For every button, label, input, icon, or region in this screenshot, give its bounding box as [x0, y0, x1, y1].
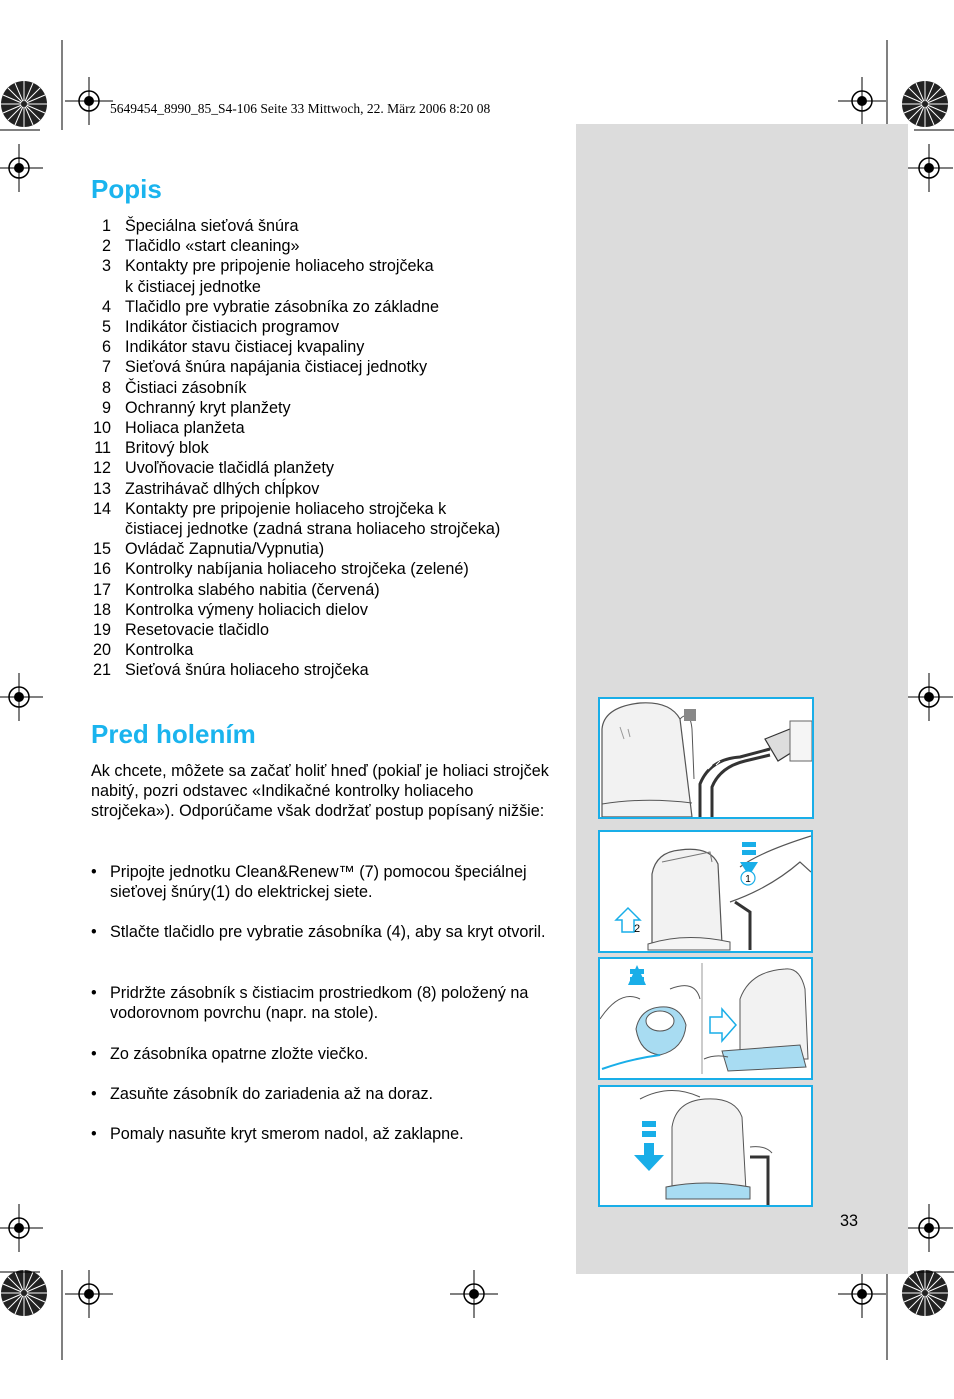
list-item: [90, 600, 570, 620]
bullet-dot: •: [91, 1085, 97, 1103]
list-item: [90, 398, 570, 418]
list-item: [90, 519, 570, 539]
list-item-number: 8: [101, 378, 111, 397]
list-item: [90, 438, 570, 458]
list-item-text: k čistiacej jednotke: [125, 277, 261, 296]
illustration-plug-in: [600, 699, 812, 817]
list-item-text: Kontakty pre pripojenie holiaceho strojčeka: [125, 257, 434, 276]
list-item-text: Zastrihávač dlhých chĺpkov: [125, 479, 320, 498]
list-item: [90, 499, 570, 519]
figure-callout-1: 1: [745, 874, 751, 885]
list-item-number: 12: [92, 459, 111, 478]
bullet-dot: •: [91, 923, 97, 941]
list-item-text: Tlačidlo pre vybratie zásobníka zo základne: [125, 297, 440, 316]
section-title-popis: Popis: [91, 174, 162, 204]
bullet-text: Zasuňte zásobník do zariadenia až na doraz.: [110, 1085, 434, 1103]
bullet-item: [91, 983, 561, 1023]
list-item-number: 2: [101, 237, 111, 256]
list-item-text: Ovládač Zapnutia/Vypnutia): [125, 540, 325, 559]
list-item-number: 10: [92, 419, 111, 438]
bullet-dot: •: [91, 1125, 97, 1143]
list-item: [90, 297, 570, 317]
list-item-number: 19: [92, 621, 111, 640]
figure-open-cover: [598, 830, 813, 953]
list-item-number: 20: [92, 641, 111, 660]
list-item-number: 18: [92, 600, 111, 619]
list-item-number: 15: [92, 540, 111, 559]
figure-cartridge: [598, 957, 813, 1080]
list-item-text: Sieťová šnúra holiaceho strojčeka: [125, 661, 369, 680]
list-item-number: 9: [101, 398, 111, 417]
list-item-number: 4: [101, 297, 111, 316]
bullet-dot: •: [91, 863, 97, 881]
list-item-text: Ochranný kryt planžety: [125, 398, 291, 417]
bullet-dot: •: [91, 984, 97, 1002]
list-item: [90, 660, 570, 680]
list-item-number: 5: [101, 318, 111, 337]
list-item: [90, 640, 570, 660]
list-item-text: Holiaca planžeta: [125, 419, 245, 438]
list-item-number: 17: [92, 580, 111, 599]
list-item-text: Indikátor čistiacich programov: [125, 318, 340, 337]
list-item-number: [90, 277, 111, 297]
list-item-number: 3: [101, 257, 111, 276]
list-item-text: Kontrolky nabíjania holiaceho strojčeka (zelené): [125, 560, 469, 579]
list-item-number: 14: [92, 499, 111, 518]
list-item-number: 11: [94, 439, 111, 458]
list-item-text: Kontakty pre pripojenie holiaceho strojčeka k: [125, 499, 447, 518]
list-item-text: Sieťová šnúra napájania čistiacej jednotky: [125, 358, 428, 377]
list-item-number: 6: [101, 338, 111, 357]
list-item-text: Špeciálna sieťová šnúra: [125, 217, 299, 235]
list-item: [90, 378, 570, 398]
list-item: [90, 216, 570, 236]
print-header-line: 5649454_8990_85_S4-106 Seite 33 Mittwoch, 22. März 2006 8:20 08: [110, 101, 491, 116]
bullet-text: Pomaly nasuňte kryt smerom nadol, až zaklapne.: [110, 1125, 464, 1143]
illustration-cartridge: [600, 959, 811, 1078]
list-item-text: Kontrolka slabého nabitia (červená): [125, 580, 380, 599]
illustration-close-cover: [600, 1087, 811, 1205]
list-item: [90, 580, 570, 600]
bullet-text: Pridržte zásobník s čistiacim prostriedkom (8) položený na vodorovnom povrchu (napr. na stole).: [110, 984, 529, 1023]
bullet-item: [91, 1084, 561, 1104]
list-item: [90, 479, 570, 499]
bullet-item: [91, 1044, 561, 1064]
bullet-item: [91, 1124, 561, 1144]
list-item: [90, 539, 570, 559]
list-item-number: 13: [92, 479, 111, 498]
figure-close-cover: [598, 1085, 813, 1207]
bullet-item: [91, 862, 561, 902]
list-item: [90, 337, 570, 357]
bullet-text: Zo zásobníka opatrne zložte viečko.: [110, 1045, 369, 1063]
list-item-number: [90, 519, 111, 539]
list-item: [90, 317, 570, 337]
list-item: [90, 256, 570, 276]
illustration-open-cover: [600, 832, 811, 951]
figure-plug-in: [598, 697, 814, 819]
list-item-text: Britový blok: [125, 439, 209, 458]
bullet-text: Pripojte jednotku Clean&Renew™ (7) pomocou špeciálnej sieťovej šnúry(1) do elektrickej siete.: [110, 863, 527, 902]
intro-paragraph: Ak chcete, môžete sa začať holiť hneď (pokiaľ je holiaci strojček nabitý, pozri odstavec «Indikačné kontrolky holiaceho strojčeka»). Odporúčame však dodržať postup popísaný nižšie:: [91, 762, 549, 821]
bullet-text: Stlačte tlačidlo pre vybratie zásobníka (4), aby sa kryt otvoril.: [110, 923, 546, 941]
section-title-pred-holenim: Pred holením: [91, 719, 256, 749]
list-item: [90, 620, 570, 640]
list-item-text: Uvoľňovacie tlačidlá planžety: [125, 459, 334, 478]
bullet-dot: •: [91, 1045, 97, 1063]
list-item: [90, 458, 570, 478]
page-number: 33: [840, 1212, 859, 1230]
list-item-text: Resetovacie tlačidlo: [125, 621, 269, 640]
list-item: [90, 236, 570, 256]
list-item-text: Čistiaci zásobník: [125, 378, 247, 397]
list-item-number: 16: [92, 560, 111, 579]
list-item: [90, 559, 570, 579]
bullet-item: [91, 922, 561, 942]
list-item-text: Tlačidlo «start cleaning»: [125, 237, 300, 256]
figure-callout-2: 2: [634, 923, 641, 935]
list-item-number: 21: [92, 661, 111, 680]
list-item: [90, 277, 570, 297]
list-item-text: Indikátor stavu čistiacej kvapaliny: [125, 338, 365, 357]
list-item-text: čistiacej jednotke (zadná strana holiaceho strojčeka): [125, 520, 501, 539]
parts-list: [90, 216, 570, 681]
list-item-text: Kontrolka: [125, 641, 194, 660]
list-item-number: 7: [101, 358, 111, 377]
list-item-text: Kontrolka výmeny holiacich dielov: [125, 600, 368, 619]
list-item: [90, 418, 570, 438]
list-item: [90, 357, 570, 377]
list-item-number: 1: [101, 217, 111, 235]
